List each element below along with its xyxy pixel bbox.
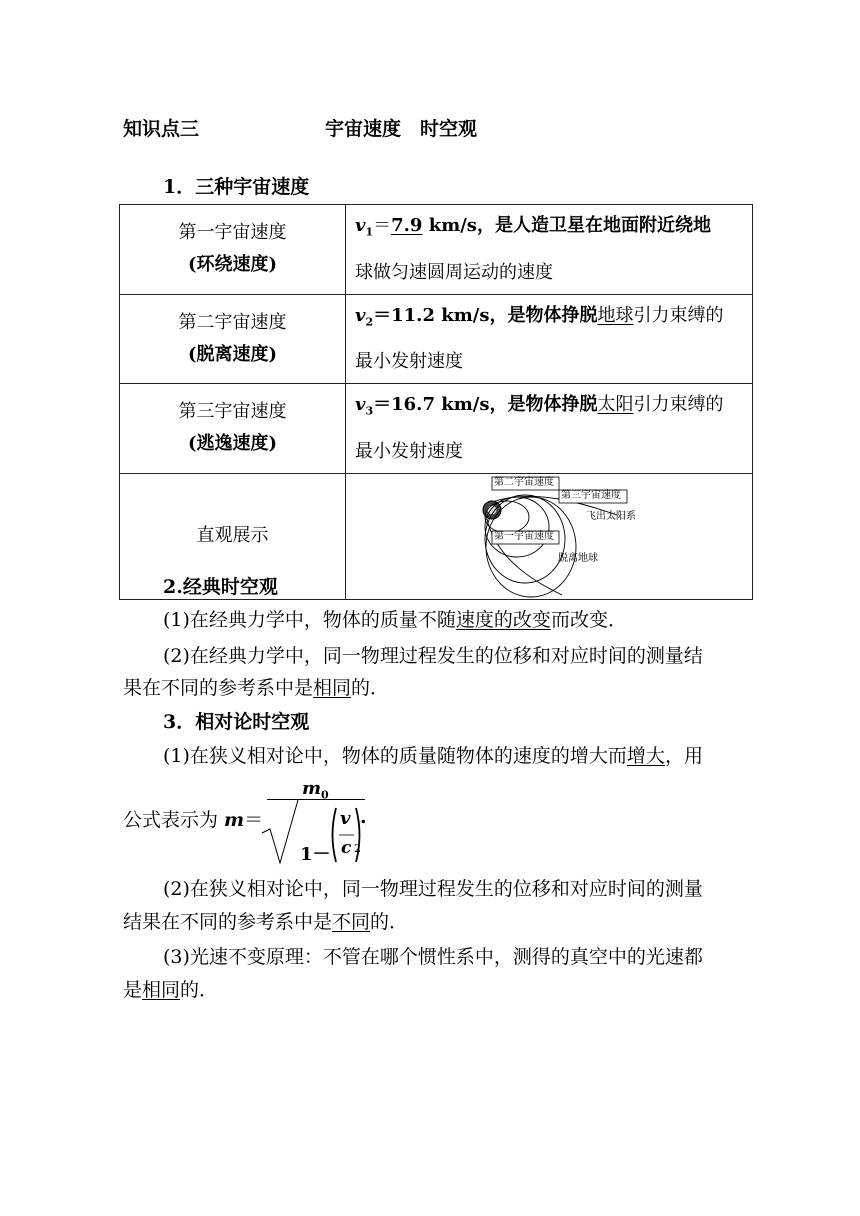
speed-name-cell — [120, 205, 346, 295]
formula-one-minus: 1－ — [300, 844, 331, 865]
speed-description-line2: 最小发射速度 — [355, 351, 463, 373]
speed-alias: (脱离速度) — [187, 343, 278, 365]
orbit-line — [485, 497, 549, 557]
paragraph — [123, 671, 389, 705]
velocity-subscript: 2 — [365, 315, 374, 329]
label-third-speed: 第三宇宙速度 — [561, 489, 621, 501]
paragraph-text: 结果在不同的参考系中是 — [123, 911, 333, 933]
speed-name-cell — [120, 384, 346, 474]
speed-description-line — [355, 296, 751, 343]
velocity-symbol: v — [355, 394, 366, 416]
paragraph: (2)在狭义相对论中，同一物理过程发生的位移和对应时间的测量 — [163, 878, 703, 900]
answer-blank: 不同 — [332, 911, 371, 933]
paragraph-text: 是 — [123, 979, 143, 1001]
visual-label: 直观展示 — [196, 525, 269, 547]
paragraph-text: 的． — [351, 677, 390, 699]
answer-blank: 地球 — [597, 304, 634, 326]
table-row — [120, 384, 753, 474]
speed-description-cell — [346, 384, 753, 474]
speed-description-cell — [346, 205, 753, 295]
section-number: 知识点三 — [123, 118, 200, 140]
label-fly-out-solar-system: 飞出太阳系 — [586, 510, 636, 522]
table-row — [120, 294, 753, 384]
speed-description-line — [355, 206, 751, 253]
paragraph-text: 公式表示为 — [123, 809, 225, 831]
paragraph: (3)光速不变原理：不管在哪个惯性系中，测得的真空中的光速都 — [163, 946, 703, 968]
cosmic-speeds-table — [119, 204, 753, 600]
speed-description-line2: 球做匀速圆周运动的速度 — [355, 261, 553, 283]
formula-lhs: m — [224, 809, 245, 831]
left-paren — [333, 808, 337, 862]
table-row — [120, 205, 753, 295]
speed-value-text: ＝16.7 km/s，是物体挣脱 — [373, 394, 598, 416]
paragraph — [123, 973, 218, 1007]
formula-fraction — [260, 776, 368, 866]
formula-exponent: 2 — [354, 842, 361, 855]
paragraph-text: 而改变． — [550, 609, 627, 631]
orbit-diagram-cell — [346, 473, 753, 599]
velocity-symbol: v — [355, 304, 366, 326]
square-root-sign — [260, 799, 300, 865]
relativity-spacetime-heading: 3．相对论时空观 — [163, 711, 310, 733]
answer-blank: 相同 — [142, 979, 181, 1001]
paragraph — [163, 739, 703, 773]
paragraph-text: 的． — [180, 979, 219, 1001]
paragraph — [123, 905, 408, 939]
label-escape-earth: 脱离地球 — [558, 552, 598, 564]
speed-name-cell — [120, 294, 346, 384]
speed-description-cell — [346, 294, 753, 384]
radical-stroke — [262, 800, 298, 863]
answer-blank: 增大 — [626, 745, 665, 767]
formula-intro — [123, 803, 263, 837]
velocity-symbol: v — [355, 215, 366, 236]
speed-name: 第三宇宙速度 — [178, 401, 287, 423]
formula-mass-subscript: 0 — [321, 788, 329, 802]
speed-tail-text: 引力束缚的 — [633, 394, 724, 416]
speed-tail-text: 引力束缚的 — [633, 304, 724, 326]
answer-blank: 速度的改变 — [455, 609, 551, 631]
answer-blank: 7.9 — [391, 215, 423, 236]
speed-description-line2: 最小发射速度 — [355, 440, 463, 462]
equals-sign: ＝ — [373, 215, 392, 236]
speed-name: 第二宇宙速度 — [178, 311, 287, 333]
formula-equals: ＝ — [244, 809, 264, 831]
cosmic-speeds-heading: 1．三种宇宙速度 — [163, 176, 310, 198]
paragraph-text: (1)在狭义相对论中，物体的质量随物体的速度的增大而 — [163, 745, 627, 767]
speed-alias: (逃逸速度) — [187, 433, 278, 455]
paragraph-text: (1)在经典力学中，物体的质量不随 — [163, 609, 456, 631]
speed-alias: (环绕速度) — [187, 254, 278, 276]
velocity-subscript: 3 — [365, 404, 374, 418]
paragraph: (2)在经典力学中，同一物理过程发生的位移和对应时间的测量结 — [163, 645, 703, 667]
formula-light-speed: c — [341, 838, 352, 858]
label-first-speed: 第一宇宙速度 — [494, 530, 554, 542]
paragraph — [163, 603, 627, 637]
formula-period: . — [360, 806, 367, 828]
paragraph-text: 的． — [370, 911, 409, 933]
answer-blank: 太阳 — [597, 394, 634, 416]
label-second-speed: 第二宇宙速度 — [494, 476, 554, 488]
speed-value-text: ＝11.2 km/s，是物体挣脱 — [373, 304, 598, 326]
section-title: 宇宙速度 时空观 — [325, 118, 478, 140]
formula-mass: m — [302, 778, 322, 799]
paragraph-text: ，用 — [664, 745, 703, 767]
classical-spacetime-heading: 2.经典时空观 — [163, 576, 278, 598]
speed-unit-text: km/s，是人造卫星在地面附近绕地 — [422, 215, 711, 236]
formula-velocity: v — [340, 808, 351, 829]
paragraph-text: 果在不同的参考系中是 — [123, 677, 314, 699]
speed-description-line — [355, 385, 751, 432]
answer-blank: 相同 — [313, 677, 352, 699]
speed-name: 第一宇宙速度 — [178, 222, 287, 244]
velocity-subscript: 1 — [365, 225, 374, 239]
